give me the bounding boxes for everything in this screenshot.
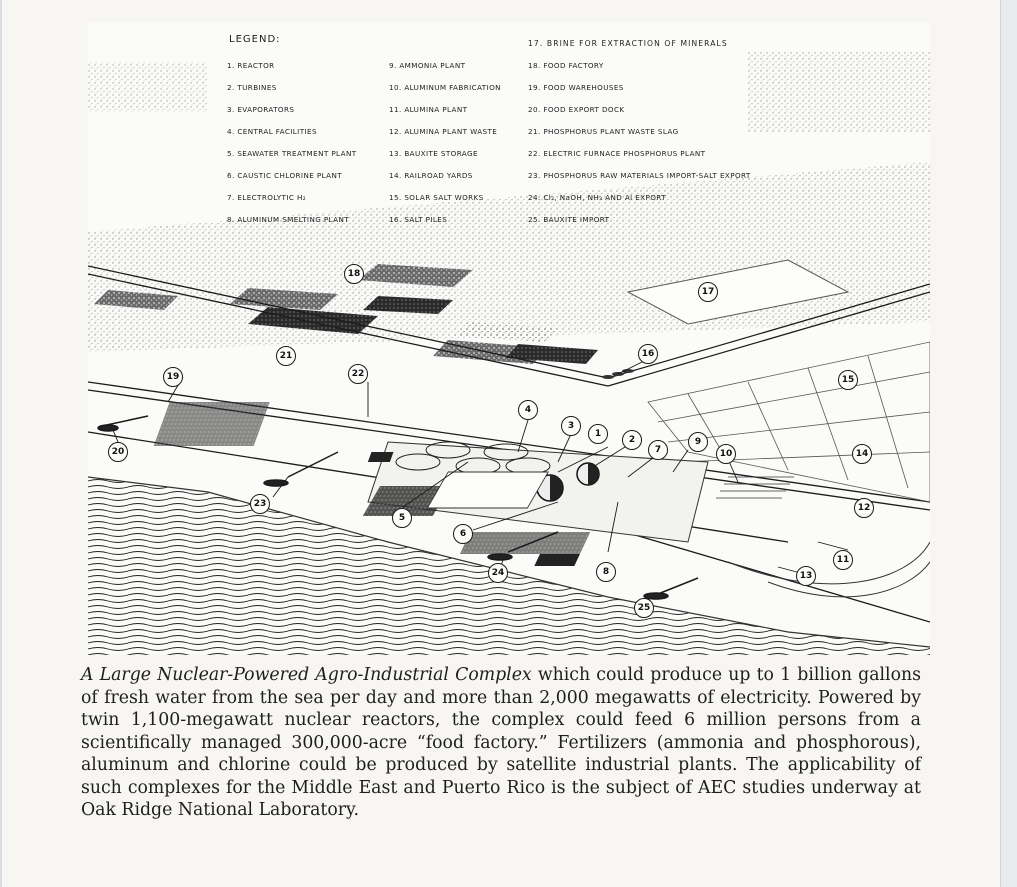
callout-1: 1 [588,424,608,444]
legend-item-11: 11. ALUMINA PLANT [389,105,468,114]
legend-item-25: 25. BAUXITE IMPORT [528,215,610,224]
callout-16: 16 [638,344,658,364]
legend-item-20: 20. FOOD EXPORT DOCK [528,105,625,114]
legend-title: LEGEND: [229,34,281,45]
legend-item-10: 10. ALUMINUM FABRICATION [389,83,501,92]
callout-5: 5 [392,508,412,528]
callout-4: 4 [518,400,538,420]
callout-13: 13 [796,566,816,586]
legend-item-19: 19. FOOD WAREHOUSES [528,83,624,92]
legend-item-15: 15. SOLAR SALT WORKS [389,193,484,202]
legend-item-21: 21. PHOSPHORUS PLANT WASTE SLAG [528,127,679,136]
legend-item-7: 7. ELECTROLYTIC H₂ [227,193,307,202]
aerial-drawing [88,22,930,655]
legend-column-2 [389,60,501,236]
callout-17: 17 [698,282,718,302]
callout-23: 23 [250,494,270,514]
callout-19: 19 [163,367,183,387]
legend-item-22: 22. ELECTRIC FURNACE PHOSPHORUS PLANT [528,149,706,158]
legend-item-1: 1. REACTOR [227,61,275,70]
callout-11: 11 [833,550,853,570]
caption-body: which could produce up to 1 billion gallons of fresh water from the sea per day and more than 2,000 megawatts of electricity. Powered by twin 1,100-megawatt nuclear reactors, the complex could feed 6 million persons from a scientifically managed 300,000-acre “food factory.” Fertilizers (ammonia and phosphorous), aluminum and chlorine could be produced by satellite industrial plants. The applicability of such complexes for the Middle East and Puerto Rico is the subject of AEC studies underway at Oak Ridge National Laboratory. [81,665,921,820]
callout-20: 20 [108,442,128,462]
legend-item-12: 12. ALUMINA PLANT WASTE [389,127,498,136]
callout-9: 9 [688,432,708,452]
legend-column-3 [528,60,751,236]
figure-caption [81,664,921,822]
callout-2: 2 [622,430,642,450]
callout-15: 15 [838,370,858,390]
legend-item-9: 9. AMMONIA PLANT [389,61,466,70]
legend-item-16: 16. SALT PILES [389,215,448,224]
legend-item-13: 13. BAUXITE STORAGE [389,149,478,158]
legend-item-18: 18. FOOD FACTORY [528,61,604,70]
callout-10: 10 [716,444,736,464]
left-margin-rule [0,0,2,887]
legend-item-8: 8. ALUMINUM SMELTING PLANT [227,215,350,224]
legend-item-23: 23. PHOSPHORUS RAW MATERIALS IMPORT-SALT EXPORT [528,171,751,180]
callout-18: 18 [344,264,364,284]
callout-12: 12 [854,498,874,518]
callout-24: 24 [488,563,508,583]
callout-22: 22 [348,364,368,384]
callout-3: 3 [561,416,581,436]
callout-14: 14 [852,444,872,464]
callout-7: 7 [648,440,668,460]
callout-8: 8 [596,562,616,582]
callout-21: 21 [276,346,296,366]
legend-item-2: 2. TURBINES [227,83,277,92]
callout-6: 6 [453,524,473,544]
legend-item-3: 3. EVAPORATORS [227,105,295,114]
legend-column-1 [227,60,357,236]
legend-item-5: 5. SEAWATER TREATMENT PLANT [227,149,357,158]
legend-item-24: 24. Cl₂, NaOH, NH₃ AND Al EXPORT [528,193,666,202]
right-scroll-edge [1000,0,1017,887]
complex-illustration [88,22,930,655]
callout-25: 25 [634,598,654,618]
legend-item-4: 4. CENTRAL FACILITIES [227,127,317,136]
caption-title: A Large Nuclear-Powered Agro-Industrial Complex [81,665,532,685]
legend-item-14: 14. RAILROAD YARDS [389,171,473,180]
legend-item-6: 6. CAUSTIC CHLORINE PLANT [227,171,343,180]
legend-item-17: 17. BRINE FOR EXTRACTION OF MINERALS [528,39,728,48]
